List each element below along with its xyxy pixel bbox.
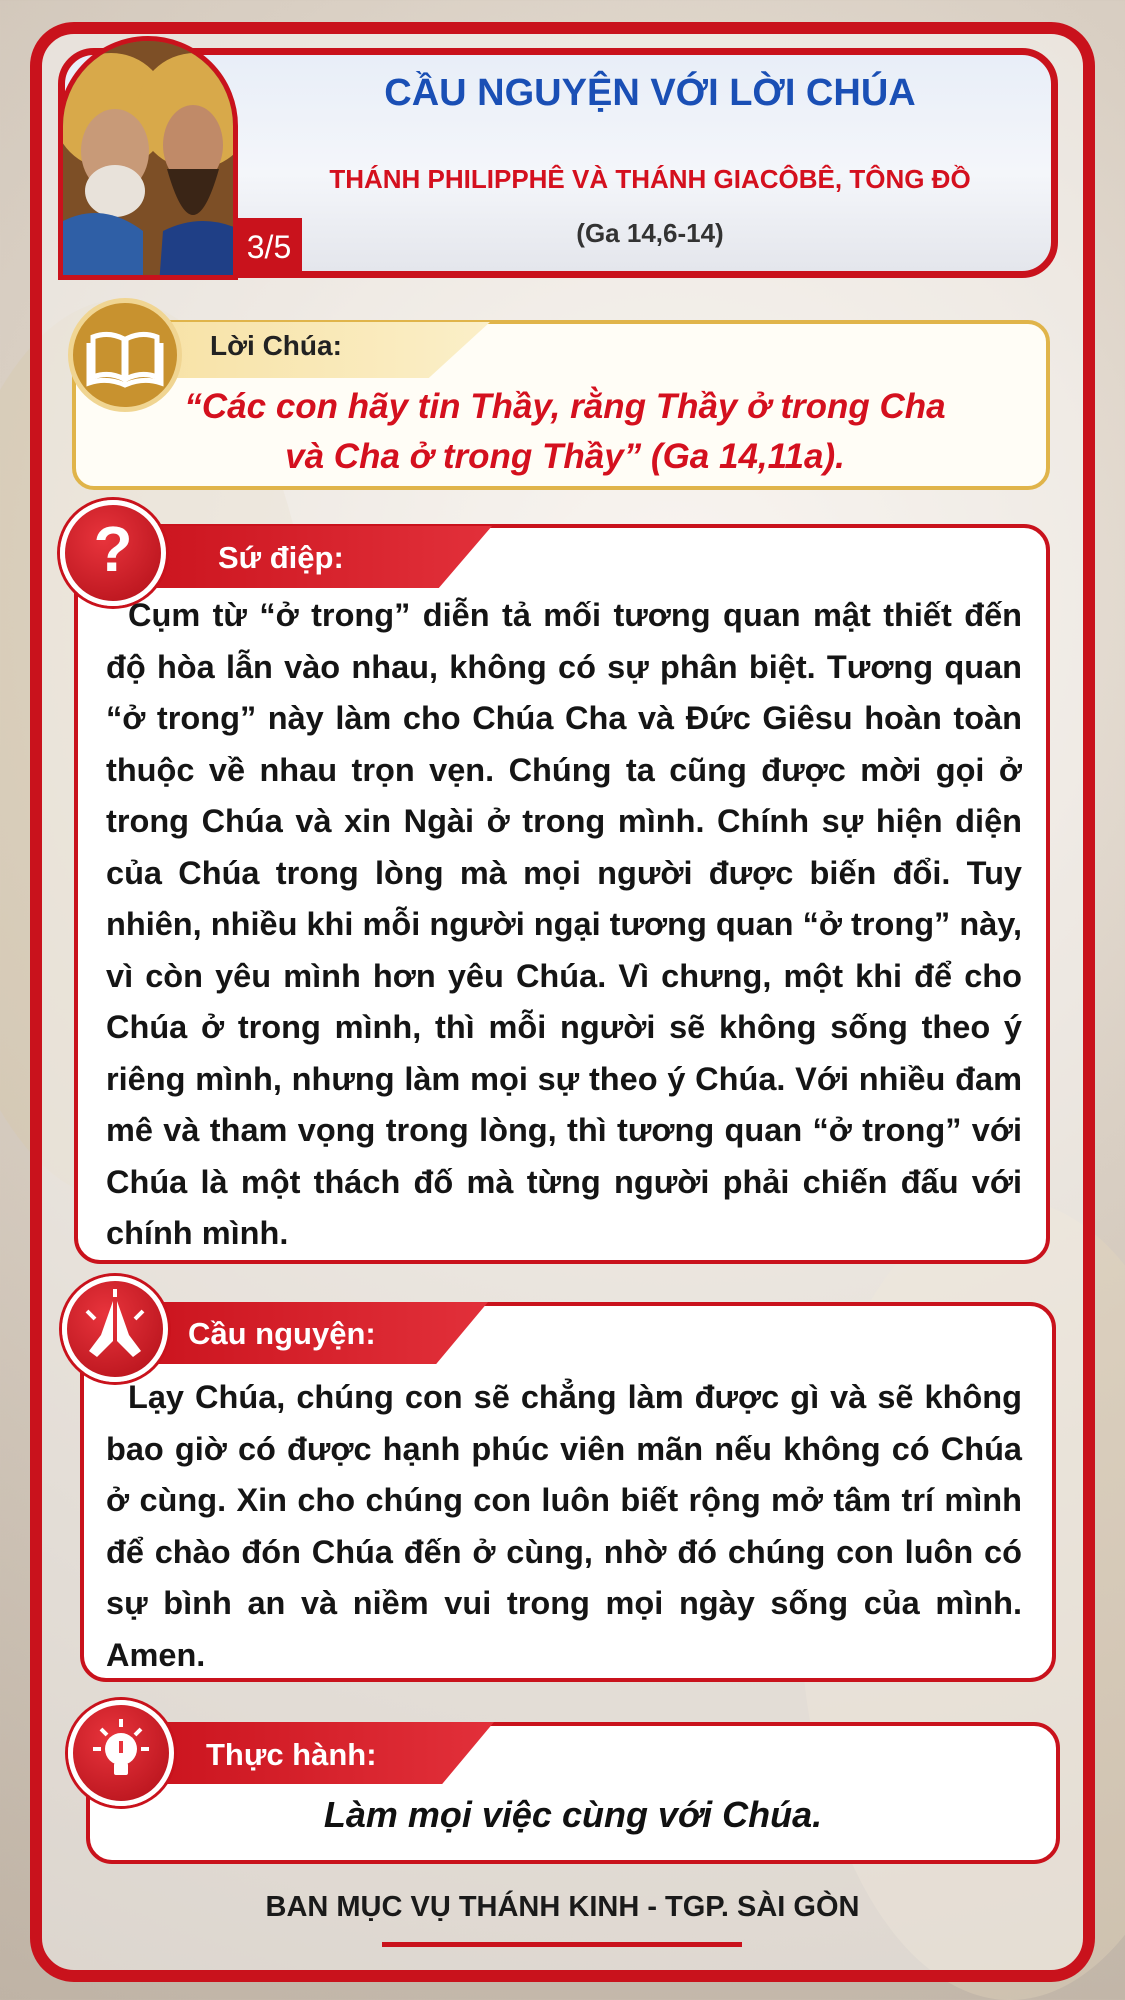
scripture-reference: (Ga 14,6-14) <box>576 218 724 248</box>
prayer-label: Cầu nguyện: <box>188 1316 376 1351</box>
practice-text: Làm mọi việc cùng với Chúa. <box>323 1794 823 1835</box>
message-text: Cụm từ “ở trong” diễn tả mối tương quan mật thiết đến độ hòa lẫn vào nhau, không có sự phân biệt. Tương quan “ở trong” này làm cho Chúa Cha và Đức Giêsu hoàn toàn thuộc về nhau trọn vẹn. Chúng ta cũng được mời gọi ở trong Chúa và xin Ngài ở trong mình. Chính sự hiện diện của Chúa trong lòng mà mọi người được biến đổi. Tuy nhiên, nhiều khi mỗi người ngại tương quan “ở trong” này, vì còn yêu mình hơn yêu Chúa. Vì chưng, một khi để cho Chúa ở trong mình, thì mỗi người sẽ không sống theo ý riêng mình, nhưng làm mọi sự theo ý Chúa. Với nhiều đam mê và tham vọng trong lòng, thì tương quan “ở trong” với Chúa là một thách đố mà từng người phải chiến đấu với chính mình. <box>106 597 1022 1251</box>
word-label: Lời Chúa: <box>210 330 342 361</box>
svg-text:?: ? <box>93 513 133 585</box>
prayer-icon-badge <box>62 1276 168 1382</box>
prayer-text: Lạy Chúa, chúng con sẽ chẳng làm được gì và sẽ không bao giờ có được hạnh phúc viên mãn nếu không có Chúa ở cùng. Xin cho chúng con luôn biết rộng mở tâm trí mình để chào đón Chúa đến ở cùng, nhờ đó chúng con luôn có sự bình an và niềm vui trong mọi ngày sống của mình. Amen. <box>106 1379 1022 1673</box>
message-label: Sứ điệp: <box>218 540 344 575</box>
page-indicator: 3/5 <box>236 218 302 276</box>
practice-label: Thực hành: <box>206 1737 377 1772</box>
practice-icon-badge <box>68 1700 174 1806</box>
quote-line-1: “Các con hãy tin Thầy, rằng Thầy ở trong Cha <box>184 387 946 426</box>
saints-icon-image <box>58 36 238 280</box>
footer-credit: BAN MỤC VỤ THÁNH KINH - TGP. SÀI GÒN <box>265 1891 860 1923</box>
scripture-quote <box>140 382 990 482</box>
page-title: CẦU NGUYỆN VỚI LỜI CHÚA <box>384 72 916 114</box>
feast-subtitle: THÁNH PHILIPPHÊ VÀ THÁNH GIACÔBÊ, TÔNG ĐỒ <box>329 164 971 194</box>
praying-hands-icon <box>67 1281 163 1377</box>
footer-divider <box>382 1942 742 1947</box>
quote-line-2: và Cha ở trong Thầy” (Ga 14,11a). <box>285 437 845 476</box>
lightbulb-icon <box>73 1705 169 1801</box>
question-mark-icon <box>65 505 161 601</box>
